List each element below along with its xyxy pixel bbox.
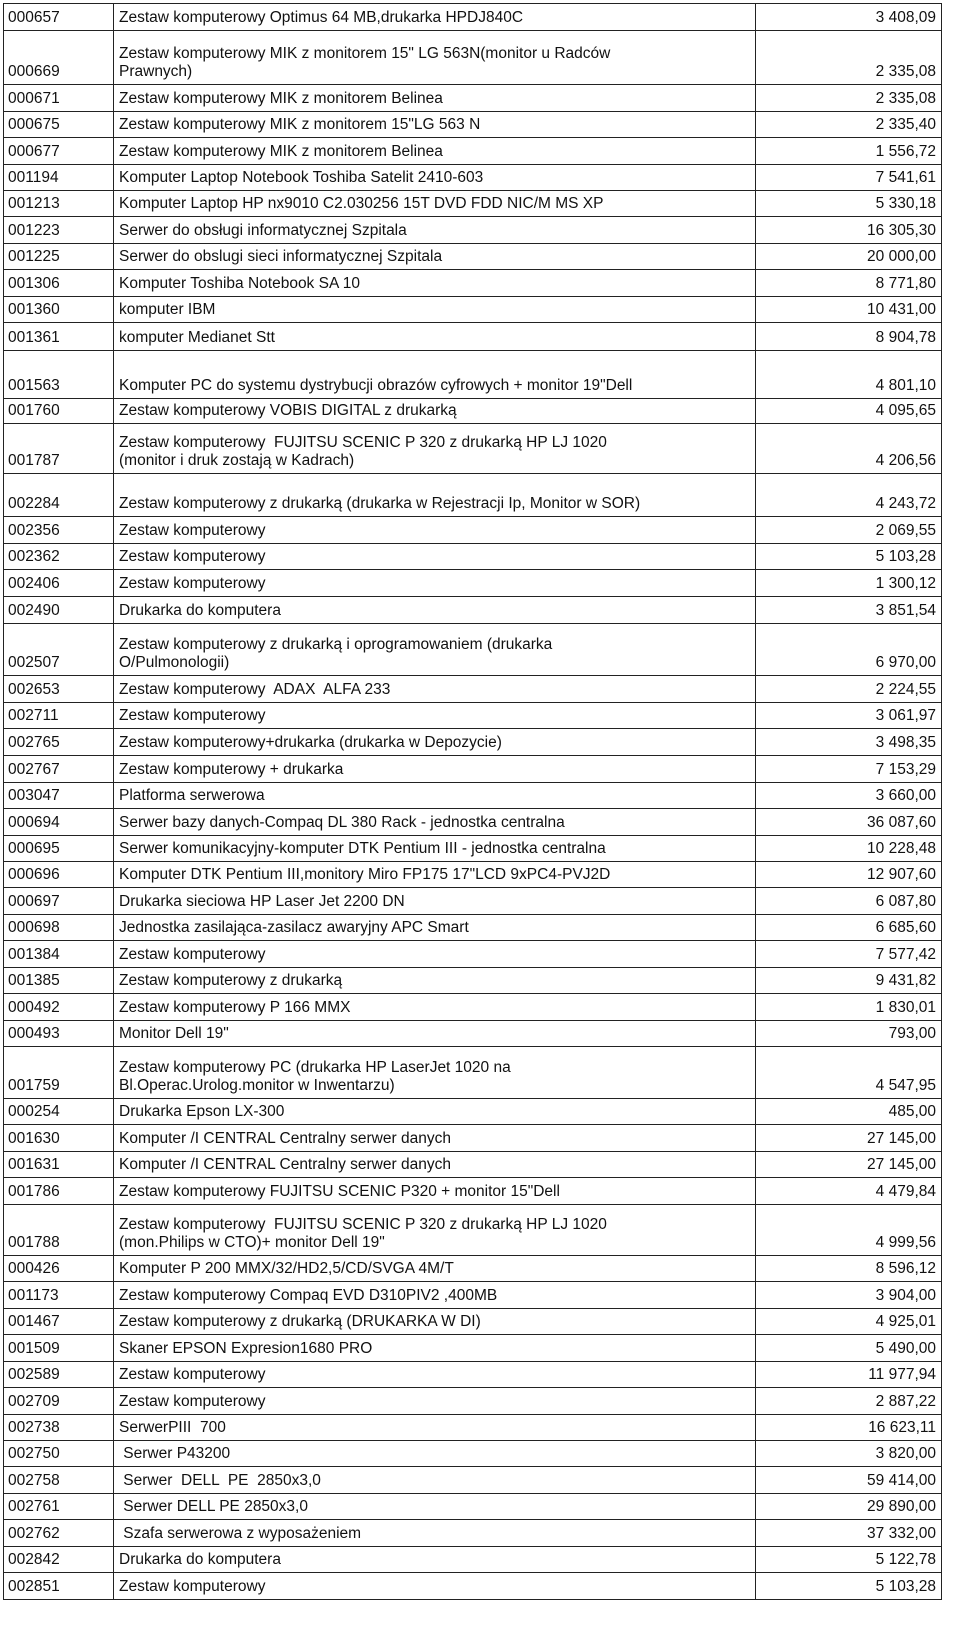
description-line: Zestaw komputerowy Compaq EVD D310PIV2 ,400MB [119, 1287, 498, 1304]
item-value: 4 925,01 [756, 1309, 942, 1335]
item-value: 5 122,78 [756, 1547, 942, 1573]
inventory-number: 001759 [4, 1047, 114, 1099]
description-line: Zestaw komputerowy MIK z monitorem 15"LG 563 N [119, 116, 481, 133]
description-line: Zestaw komputerowy ADAX ALFA 233 [119, 681, 391, 698]
item-description [114, 1309, 756, 1335]
item-description [114, 424, 756, 474]
table-row [4, 597, 942, 624]
item-value: 12 907,60 [756, 862, 942, 888]
item-description [114, 165, 756, 191]
inventory-number: 001467 [4, 1309, 114, 1335]
description-line: (mon.Philips w CTO)+ monitor Dell 19" [119, 1234, 385, 1251]
item-description [114, 217, 756, 244]
table-row [4, 756, 942, 783]
item-description [114, 1362, 756, 1388]
description-line: O/Pulmonologii) [119, 654, 230, 671]
table-row [4, 1178, 942, 1205]
description-line: Zestaw komputerowy [119, 1578, 266, 1595]
item-description [114, 1099, 756, 1125]
description-line: Zestaw komputerowy [119, 1393, 266, 1410]
inventory-number: 001306 [4, 270, 114, 297]
item-description [114, 1256, 756, 1282]
table-row [4, 165, 942, 191]
item-description [114, 1547, 756, 1573]
inventory-number: 001787 [4, 424, 114, 474]
description-line: Komputer P 200 MMX/32/HD2,5/CD/SVGA 4M/T [119, 1260, 454, 1277]
description-line: Komputer Toshiba Notebook SA 10 [119, 275, 360, 292]
item-value: 9 431,82 [756, 968, 942, 994]
item-value: 5 103,28 [756, 1573, 942, 1600]
item-description [114, 941, 756, 968]
description-line: Komputer /I CENTRAL Centralny serwer danych [119, 1130, 451, 1147]
item-value: 10 431,00 [756, 297, 942, 323]
table-row [4, 703, 942, 729]
description-line: Zestaw komputerowy Optimus 64 MB,drukarka HPDJ840C [119, 9, 524, 26]
inventory-rows [4, 4, 942, 1600]
table-row [4, 888, 942, 915]
item-value: 2 069,55 [756, 517, 942, 544]
table-row [4, 297, 942, 323]
description-line: Zestaw komputerowy + drukarka [119, 761, 344, 778]
inventory-number: 001213 [4, 191, 114, 217]
item-value: 27 145,00 [756, 1152, 942, 1178]
item-value: 4 999,56 [756, 1205, 942, 1256]
item-description [114, 1520, 756, 1547]
description-line: Zestaw komputerowy z drukarką (drukarka w Rejestracji Ip, Monitor w SOR) [119, 495, 641, 512]
item-value: 1 300,12 [756, 570, 942, 597]
inventory-number: 002767 [4, 756, 114, 783]
inventory-number: 001563 [4, 351, 114, 399]
item-value: 4 801,10 [756, 351, 942, 399]
item-value: 1 830,01 [756, 994, 942, 1021]
inventory-number: 001225 [4, 244, 114, 270]
description-line: Zestaw komputerowy+drukarka (drukarka w Depozycie) [119, 734, 502, 751]
inventory-number: 002362 [4, 544, 114, 570]
table-row [4, 244, 942, 270]
inventory-number: 002653 [4, 676, 114, 703]
description-line: Zestaw komputerowy [119, 1366, 266, 1383]
item-description [114, 1415, 756, 1441]
table-row [4, 1388, 942, 1415]
item-value: 16 623,11 [756, 1415, 942, 1441]
table-row [4, 1441, 942, 1467]
table-row [4, 138, 942, 165]
table-row [4, 1152, 942, 1178]
item-description [114, 597, 756, 624]
item-value: 3 904,00 [756, 1282, 942, 1309]
item-description [114, 544, 756, 570]
table-row [4, 783, 942, 809]
item-value: 36 087,60 [756, 809, 942, 836]
description-line: Serwer DELL PE 2850x3,0 [119, 1498, 308, 1515]
item-value: 7 577,42 [756, 941, 942, 968]
inventory-number: 001361 [4, 323, 114, 351]
inventory-number: 002738 [4, 1415, 114, 1441]
table-row [4, 517, 942, 544]
inventory-number: 000657 [4, 4, 114, 31]
item-value: 11 977,94 [756, 1362, 942, 1388]
item-description [114, 1494, 756, 1520]
table-row [4, 968, 942, 994]
description-line: Jednostka zasilająca-zasilacz awaryjny APC Smart [119, 919, 469, 936]
description-line: Komputer DTK Pentium III,monitory Miro FP175 17"LCD 9xPC4-PVJ2D [119, 866, 611, 883]
description-line: Komputer Laptop HP nx9010 C2.030256 15T DVD FDD NIC/M MS XP [119, 195, 604, 212]
inventory-number: 001631 [4, 1152, 114, 1178]
item-description [114, 624, 756, 676]
inventory-number: 000694 [4, 809, 114, 836]
item-description [114, 1178, 756, 1205]
inventory-number: 000677 [4, 138, 114, 165]
table-row [4, 474, 942, 517]
table-row [4, 1256, 942, 1282]
inventory-number: 000669 [4, 31, 114, 85]
item-description [114, 809, 756, 836]
table-row [4, 1125, 942, 1152]
inventory-number: 000254 [4, 1099, 114, 1125]
item-value: 3 498,35 [756, 729, 942, 756]
description-line: Zestaw komputerowy VOBIS DIGITAL z drukarką [119, 402, 457, 419]
item-value: 5 330,18 [756, 191, 942, 217]
item-description [114, 244, 756, 270]
table-row [4, 217, 942, 244]
table-row [4, 809, 942, 836]
item-value: 5 103,28 [756, 544, 942, 570]
inventory-number: 000426 [4, 1256, 114, 1282]
item-description [114, 1573, 756, 1600]
description-line: Zestaw komputerowy [119, 548, 266, 565]
inventory-number: 000696 [4, 862, 114, 888]
item-description [114, 4, 756, 31]
table-row [4, 112, 942, 138]
inventory-number: 001360 [4, 297, 114, 323]
table-row [4, 1205, 942, 1256]
item-value: 4 243,72 [756, 474, 942, 517]
inventory-number: 000492 [4, 994, 114, 1021]
table-row [4, 570, 942, 597]
table-row [4, 1021, 942, 1047]
table-row [4, 1494, 942, 1520]
table-row [4, 676, 942, 703]
item-value: 20 000,00 [756, 244, 942, 270]
description-line: Zestaw komputerowy MIK z monitorem Belinea [119, 143, 443, 160]
inventory-number: 003047 [4, 783, 114, 809]
description-line: Zestaw komputerowy PC (drukarka HP LaserJet 1020 na [119, 1059, 511, 1076]
item-value: 3 061,97 [756, 703, 942, 729]
description-line: Zestaw komputerowy FUJITSU SCENIC P320 + monitor 15"Dell [119, 1183, 560, 1200]
item-value: 3 660,00 [756, 783, 942, 809]
inventory-number: 002750 [4, 1441, 114, 1467]
item-value: 3 408,09 [756, 4, 942, 31]
inventory-number: 000695 [4, 836, 114, 862]
description-line: SerwerPIII 700 [119, 1419, 226, 1436]
description-line: Serwer do obslugi sieci informatycznej Szpitala [119, 248, 443, 265]
description-line: Platforma serwerowa [119, 787, 265, 804]
item-value: 8 771,80 [756, 270, 942, 297]
item-description [114, 31, 756, 85]
item-description [114, 570, 756, 597]
item-description [114, 270, 756, 297]
item-description [114, 323, 756, 351]
item-description [114, 399, 756, 424]
inventory-number: 001509 [4, 1335, 114, 1362]
item-description [114, 1282, 756, 1309]
table-row [4, 191, 942, 217]
description-line: Skaner EPSON Expresion1680 PRO [119, 1340, 373, 1357]
inventory-number: 002711 [4, 703, 114, 729]
description-line: Serwer komunikacyjny-komputer DTK Pentium III - jednostka centralna [119, 840, 606, 857]
table-row [4, 1547, 942, 1573]
table-row [4, 270, 942, 297]
item-value: 3 820,00 [756, 1441, 942, 1467]
inventory-number: 001630 [4, 1125, 114, 1152]
table-row [4, 994, 942, 1021]
item-value: 5 490,00 [756, 1335, 942, 1362]
inventory-number: 001194 [4, 165, 114, 191]
description-line: Serwer P43200 [119, 1445, 231, 1462]
inventory-number: 000698 [4, 915, 114, 941]
description-line: Zestaw komputerowy z drukarką [119, 972, 343, 989]
description-line: Serwer bazy danych-Compaq DL 380 Rack - jednostka centralna [119, 814, 565, 831]
description-line: Komputer /I CENTRAL Centralny serwer danych [119, 1156, 451, 1173]
table-row [4, 1335, 942, 1362]
item-description [114, 888, 756, 915]
item-value: 6 087,80 [756, 888, 942, 915]
table-row [4, 544, 942, 570]
item-description [114, 1021, 756, 1047]
inventory-number: 000493 [4, 1021, 114, 1047]
item-value: 4 479,84 [756, 1178, 942, 1205]
item-value: 4 547,95 [756, 1047, 942, 1099]
item-description [114, 297, 756, 323]
inventory-number: 000671 [4, 85, 114, 112]
inventory-number: 002709 [4, 1388, 114, 1415]
description-line: Zestaw komputerowy z drukarką (DRUKARKA W DI) [119, 1313, 481, 1330]
table-row [4, 351, 942, 399]
item-value: 16 305,30 [756, 217, 942, 244]
item-description [114, 1152, 756, 1178]
description-line: Zestaw komputerowy [119, 946, 266, 963]
table-row [4, 862, 942, 888]
description-line: Serwer do obsługi informatycznej Szpitala [119, 222, 407, 239]
item-description [114, 191, 756, 217]
description-line: Prawnych) [119, 63, 193, 80]
item-value: 7 153,29 [756, 756, 942, 783]
item-description [114, 862, 756, 888]
description-line: Zestaw komputerowy P 166 MMX [119, 999, 351, 1016]
inventory-number: 002762 [4, 1520, 114, 1547]
description-line: Zestaw komputerowy [119, 575, 266, 592]
item-description [114, 474, 756, 517]
table-row [4, 1282, 942, 1309]
description-line: Drukarka do komputera [119, 602, 281, 619]
table-row [4, 624, 942, 676]
table-row [4, 836, 942, 862]
table-row [4, 399, 942, 424]
item-description [114, 1125, 756, 1152]
item-description [114, 783, 756, 809]
inventory-number: 001385 [4, 968, 114, 994]
item-description [114, 703, 756, 729]
table-row [4, 31, 942, 85]
table-row [4, 941, 942, 968]
inventory-number: 001788 [4, 1205, 114, 1256]
description-line: Zestaw komputerowy [119, 522, 266, 539]
description-line: Zestaw komputerowy [119, 707, 266, 724]
item-value: 7 541,61 [756, 165, 942, 191]
description-line: Monitor Dell 19" [119, 1025, 229, 1042]
table-row [4, 424, 942, 474]
description-line: Zestaw komputerowy FUJITSU SCENIC P 320 z drukarką HP LJ 1020 [119, 1216, 607, 1233]
item-value: 2 335,08 [756, 85, 942, 112]
description-line: Zestaw komputerowy FUJITSU SCENIC P 320 z drukarką HP LJ 1020 [119, 434, 607, 451]
inventory-number: 002761 [4, 1494, 114, 1520]
inventory-number: 000675 [4, 112, 114, 138]
item-value: 2 335,08 [756, 31, 942, 85]
inventory-number: 001384 [4, 941, 114, 968]
table-row [4, 4, 942, 31]
inventory-number: 002406 [4, 570, 114, 597]
description-line: Drukarka Epson LX-300 [119, 1103, 285, 1120]
inventory-number: 002490 [4, 597, 114, 624]
item-value: 8 904,78 [756, 323, 942, 351]
table-row [4, 1573, 942, 1600]
item-value: 27 145,00 [756, 1125, 942, 1152]
table-row [4, 1047, 942, 1099]
description-line: Zestaw komputerowy MIK z monitorem 15" LG 563N(monitor u Radców [119, 45, 611, 62]
item-description [114, 994, 756, 1021]
inventory-number: 002765 [4, 729, 114, 756]
description-line: Drukarka sieciowa HP Laser Jet 2200 DN [119, 893, 405, 910]
item-value: 10 228,48 [756, 836, 942, 862]
item-value: 2 224,55 [756, 676, 942, 703]
inventory-number: 000697 [4, 888, 114, 915]
item-value: 485,00 [756, 1099, 942, 1125]
description-line: Drukarka do komputera [119, 1551, 281, 1568]
item-description [114, 915, 756, 941]
description-line: Szafa serwerowa z wyposażeniem [119, 1525, 362, 1542]
item-value: 3 851,54 [756, 597, 942, 624]
inventory-number: 002356 [4, 517, 114, 544]
description-line: Komputer PC do systemu dystrybucji obrazów cyfrowych + monitor 19"Dell [119, 377, 633, 394]
inventory-number: 001786 [4, 1178, 114, 1205]
item-description [114, 1441, 756, 1467]
table-row [4, 1362, 942, 1388]
item-value: 59 414,00 [756, 1467, 942, 1494]
table-row [4, 323, 942, 351]
description-line: Komputer Laptop Notebook Toshiba Satelit 2410-603 [119, 169, 484, 186]
item-value: 2 335,40 [756, 112, 942, 138]
description-line: Zestaw komputerowy MIK z monitorem Belinea [119, 90, 443, 107]
table-row [4, 1415, 942, 1441]
item-value: 2 887,22 [756, 1388, 942, 1415]
item-description [114, 836, 756, 862]
table-row [4, 1467, 942, 1494]
table-row [4, 85, 942, 112]
inventory-table [3, 3, 942, 1600]
item-description [114, 351, 756, 399]
item-description [114, 968, 756, 994]
item-description [114, 1205, 756, 1256]
description-line: komputer Medianet Stt [119, 329, 275, 346]
inventory-number: 002851 [4, 1573, 114, 1600]
table-row [4, 1309, 942, 1335]
table-row [4, 729, 942, 756]
item-description [114, 676, 756, 703]
item-value: 4 206,56 [756, 424, 942, 474]
inventory-number: 002589 [4, 1362, 114, 1388]
item-description [114, 517, 756, 544]
description-line: Bl.Operac.Urolog.monitor w Inwentarzu) [119, 1077, 395, 1094]
inventory-number: 002507 [4, 624, 114, 676]
item-value: 8 596,12 [756, 1256, 942, 1282]
item-value: 37 332,00 [756, 1520, 942, 1547]
description-line: (monitor i druk zostają w Kadrach) [119, 452, 355, 469]
item-value: 4 095,65 [756, 399, 942, 424]
description-line: Serwer DELL PE 2850x3,0 [119, 1472, 321, 1489]
table-row [4, 1099, 942, 1125]
item-description [114, 138, 756, 165]
item-description [114, 112, 756, 138]
item-value: 29 890,00 [756, 1494, 942, 1520]
item-value: 6 685,60 [756, 915, 942, 941]
inventory-number: 002758 [4, 1467, 114, 1494]
item-value: 793,00 [756, 1021, 942, 1047]
item-value: 6 970,00 [756, 624, 942, 676]
item-description [114, 756, 756, 783]
table-row [4, 915, 942, 941]
inventory-number: 001223 [4, 217, 114, 244]
inventory-number: 001760 [4, 399, 114, 424]
table-row [4, 1520, 942, 1547]
item-description [114, 1388, 756, 1415]
item-description [114, 1047, 756, 1099]
inventory-number: 002284 [4, 474, 114, 517]
item-description [114, 1467, 756, 1494]
item-value: 1 556,72 [756, 138, 942, 165]
item-description [114, 1335, 756, 1362]
item-description [114, 729, 756, 756]
inventory-number: 002842 [4, 1547, 114, 1573]
description-line: komputer IBM [119, 301, 216, 318]
item-description [114, 85, 756, 112]
inventory-number: 001173 [4, 1282, 114, 1309]
description-line: Zestaw komputerowy z drukarką i oprogramowaniem (drukarka [119, 636, 553, 653]
